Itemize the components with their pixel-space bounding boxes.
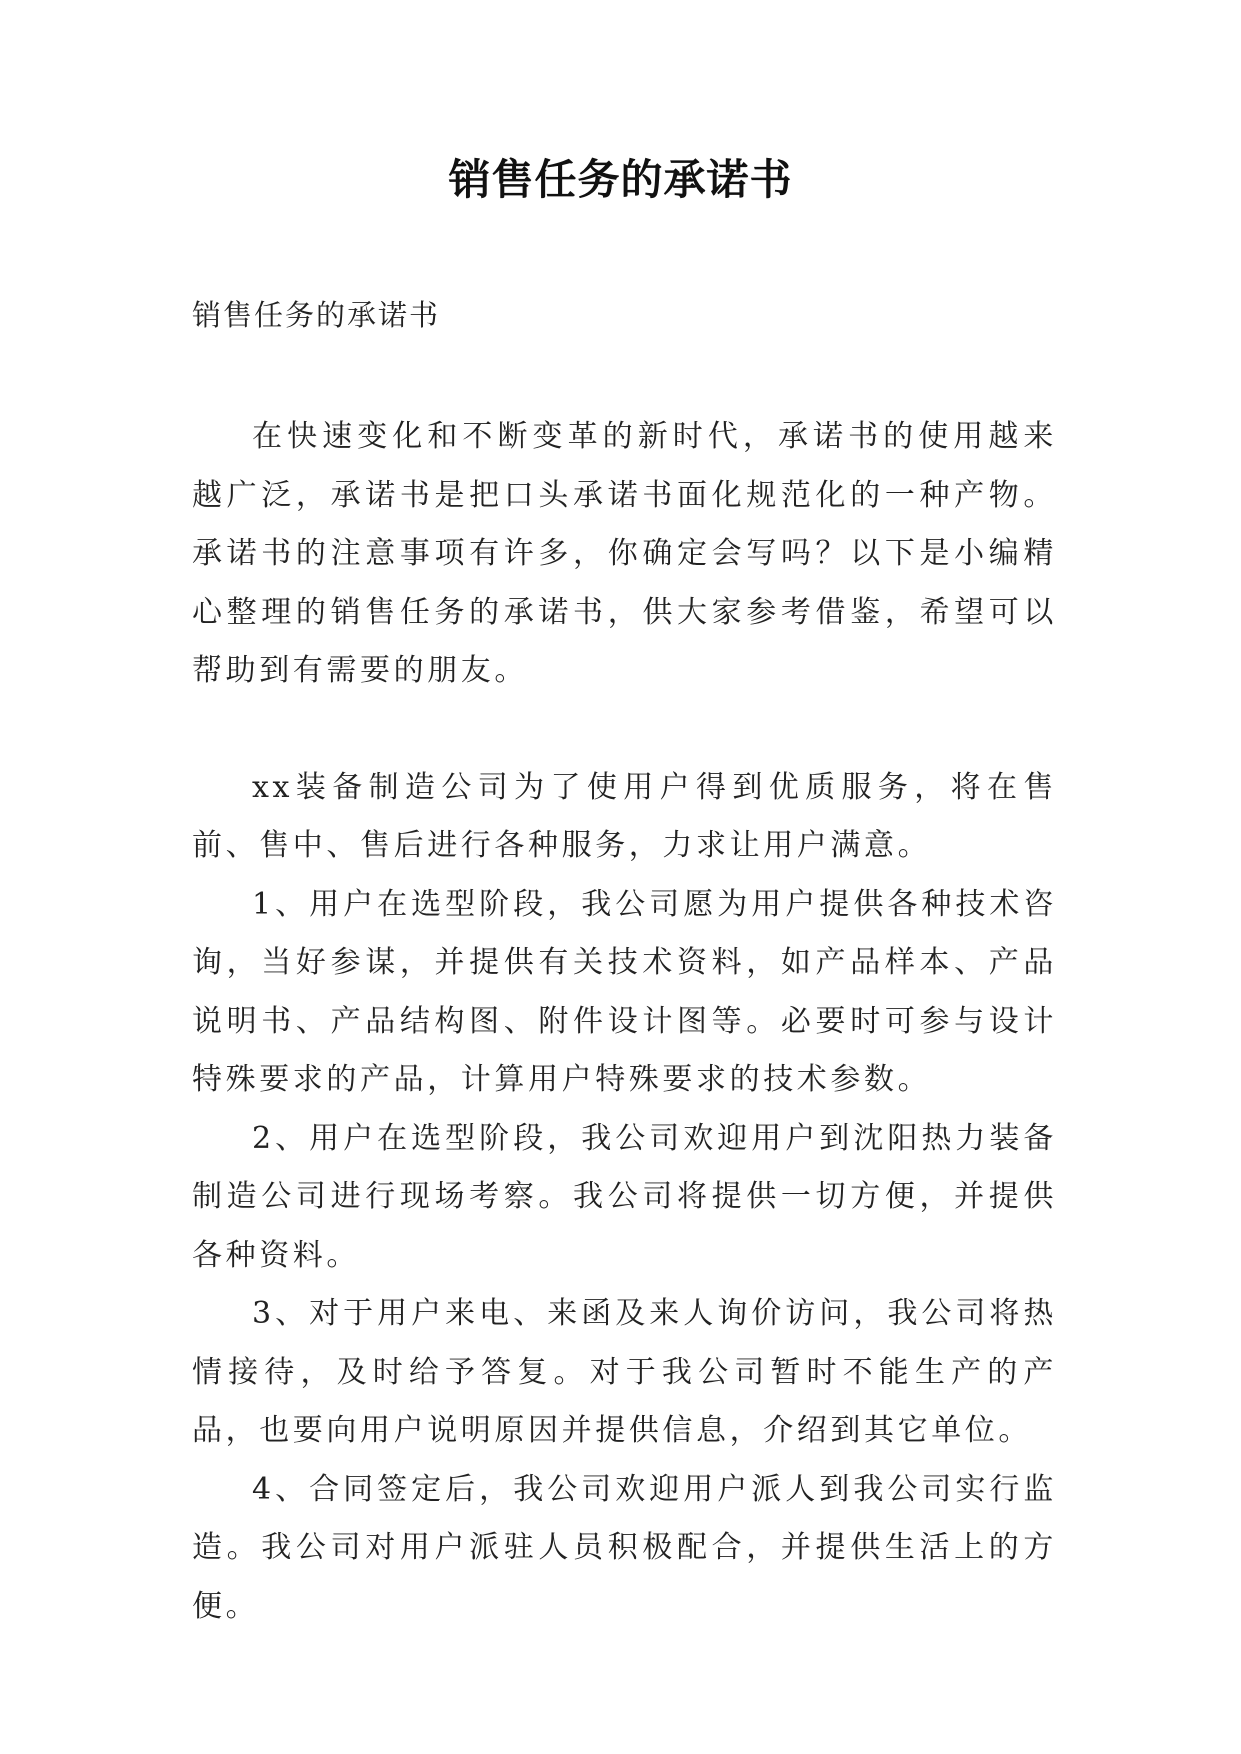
intro-paragraph: 在快速变化和不断变革的新时代，承诺书的使用越来越广泛，承诺书是把口头承诺书面化规范化的一种产物。承诺书的注意事项有许多，你确定会写吗？以下是小编精心整理的销售任务的承诺书，供大家参考借鉴，希望可以帮助到有需要的朋友。 (192, 419, 1057, 688)
document-title: 销售任务的承诺书 (448, 155, 793, 204)
paragraph-item-3: 3、对于用户来电、来函及来人询价访问，我公司将热情接待，及时给予答复。对于我公司暂时不能生产的产品，也要向用户说明原因并提供信息，介绍到其它单位。 (192, 1296, 1057, 1448)
paragraph-service-overview: xx装备制造公司为了使用户得到优质服务，将在售前、售中、售后进行各种服务，力求让用户满意。 (192, 769, 1057, 863)
paragraph-spacer (192, 701, 1057, 759)
paragraph-item-4: 4、合同签定后，我公司欢迎用户派人到我公司实行监造。我公司对用户派驻人员积极配合，并提供生活上的方便。 (192, 1471, 1057, 1624)
paragraph-item-1: 1、用户在选型阶段，我公司愿为用户提供各种技术咨询，当好参谋，并提供有关技术资料，如产品样本、产品说明书、产品结构图、附件设计图等。必要时可参与设计特殊要求的产品，计算用户特殊要求的技术参数。 (192, 886, 1057, 1097)
paragraph-item-2: 2、用户在选型阶段，我公司欢迎用户到沈阳热力装备制造公司进行现场考察。我公司将提供一切方便，并提供各种资料。 (192, 1120, 1057, 1273)
document-body (192, 408, 1057, 1636)
document-subtitle: 销售任务的承诺书 (192, 298, 441, 332)
